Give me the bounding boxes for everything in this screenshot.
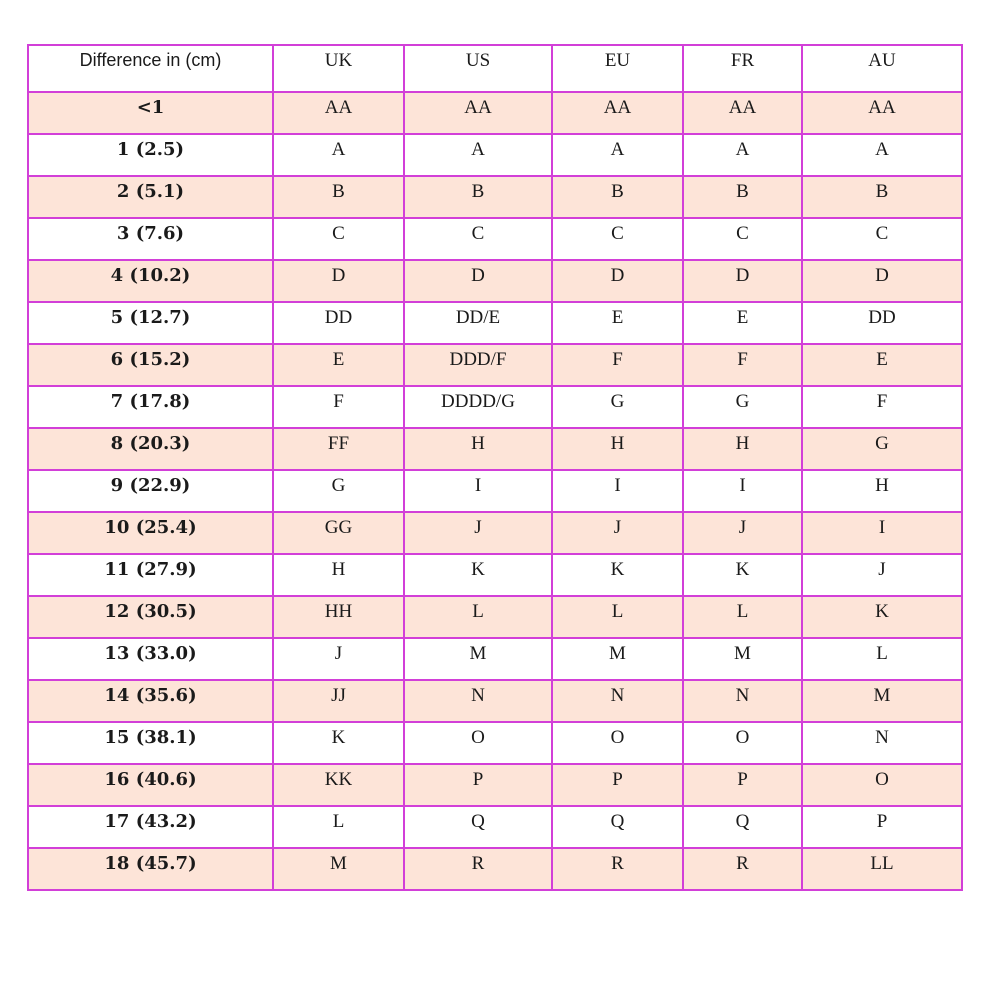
table-row (28, 554, 962, 596)
cell-eu: D (552, 260, 683, 302)
cell-eu: N (552, 680, 683, 722)
cell-au: D (802, 260, 962, 302)
cell-fr: A (683, 134, 802, 176)
cell-fr: N (683, 680, 802, 722)
cell-us: P (404, 764, 552, 806)
cell-us: L (404, 596, 552, 638)
cell-us: I (404, 470, 552, 512)
cell-difference: 1 (2.5) (28, 134, 273, 176)
cell-difference: 6 (15.2) (28, 344, 273, 386)
table-row (28, 176, 962, 218)
cell-difference: 16 (40.6) (28, 764, 273, 806)
cell-difference: 2 (5.1) (28, 176, 273, 218)
cell-au: DD (802, 302, 962, 344)
cell-us: K (404, 554, 552, 596)
cell-eu: M (552, 638, 683, 680)
cell-us: R (404, 848, 552, 890)
cell-fr: L (683, 596, 802, 638)
cell-eu: Q (552, 806, 683, 848)
cell-au: B (802, 176, 962, 218)
cell-uk: E (273, 344, 404, 386)
cell-uk: A (273, 134, 404, 176)
cell-au: J (802, 554, 962, 596)
cell-uk: GG (273, 512, 404, 554)
table-row (28, 428, 962, 470)
table-row (28, 722, 962, 764)
cell-fr: AA (683, 92, 802, 134)
cell-fr: P (683, 764, 802, 806)
cell-us: M (404, 638, 552, 680)
cell-us: C (404, 218, 552, 260)
cell-eu: L (552, 596, 683, 638)
cell-us: Q (404, 806, 552, 848)
cell-us: O (404, 722, 552, 764)
cell-eu: O (552, 722, 683, 764)
cell-fr: C (683, 218, 802, 260)
table-body (28, 92, 962, 890)
cell-au: H (802, 470, 962, 512)
cell-difference: <1 (28, 92, 273, 134)
cell-uk: G (273, 470, 404, 512)
table-row (28, 92, 962, 134)
bra-size-conversion-table (27, 44, 963, 891)
cell-fr: K (683, 554, 802, 596)
table-row (28, 134, 962, 176)
cell-difference: 10 (25.4) (28, 512, 273, 554)
table-row (28, 848, 962, 890)
cell-eu: A (552, 134, 683, 176)
cell-uk: FF (273, 428, 404, 470)
table-row (28, 218, 962, 260)
cell-us: DD/E (404, 302, 552, 344)
cell-au: G (802, 428, 962, 470)
cell-uk: F (273, 386, 404, 428)
cell-uk: H (273, 554, 404, 596)
cell-fr: H (683, 428, 802, 470)
cell-fr: F (683, 344, 802, 386)
table-row (28, 512, 962, 554)
cell-au: E (802, 344, 962, 386)
table-row (28, 302, 962, 344)
cell-au: M (802, 680, 962, 722)
cell-us: DDD/F (404, 344, 552, 386)
table-row (28, 260, 962, 302)
cell-us: J (404, 512, 552, 554)
table-row (28, 470, 962, 512)
cell-difference: 3 (7.6) (28, 218, 273, 260)
cell-fr: I (683, 470, 802, 512)
cell-fr: B (683, 176, 802, 218)
table-row (28, 386, 962, 428)
cell-us: H (404, 428, 552, 470)
cell-au: LL (802, 848, 962, 890)
table-row (28, 764, 962, 806)
cell-uk: D (273, 260, 404, 302)
cell-fr: R (683, 848, 802, 890)
table-row (28, 806, 962, 848)
cell-au: K (802, 596, 962, 638)
table-row (28, 680, 962, 722)
table-row (28, 638, 962, 680)
cell-uk: J (273, 638, 404, 680)
cell-eu: J (552, 512, 683, 554)
cell-fr: M (683, 638, 802, 680)
header-au: AU (802, 45, 962, 92)
cell-uk: KK (273, 764, 404, 806)
cell-difference: 15 (38.1) (28, 722, 273, 764)
cell-difference: 8 (20.3) (28, 428, 273, 470)
cell-difference: 14 (35.6) (28, 680, 273, 722)
header-fr: FR (683, 45, 802, 92)
cell-eu: B (552, 176, 683, 218)
cell-au: L (802, 638, 962, 680)
cell-difference: 12 (30.5) (28, 596, 273, 638)
cell-fr: O (683, 722, 802, 764)
table-row (28, 596, 962, 638)
cell-uk: DD (273, 302, 404, 344)
cell-fr: E (683, 302, 802, 344)
cell-us: B (404, 176, 552, 218)
cell-au: O (802, 764, 962, 806)
cell-au: C (802, 218, 962, 260)
cell-us: DDDD/G (404, 386, 552, 428)
cell-uk: M (273, 848, 404, 890)
cell-difference: 5 (12.7) (28, 302, 273, 344)
cell-eu: I (552, 470, 683, 512)
cell-fr: D (683, 260, 802, 302)
cell-fr: J (683, 512, 802, 554)
cell-us: N (404, 680, 552, 722)
cell-fr: G (683, 386, 802, 428)
cell-uk: K (273, 722, 404, 764)
cell-uk: C (273, 218, 404, 260)
cell-eu: AA (552, 92, 683, 134)
cell-eu: H (552, 428, 683, 470)
cell-fr: Q (683, 806, 802, 848)
header-us: US (404, 45, 552, 92)
table-row (28, 344, 962, 386)
cell-eu: G (552, 386, 683, 428)
header-uk: UK (273, 45, 404, 92)
cell-uk: HH (273, 596, 404, 638)
cell-difference: 13 (33.0) (28, 638, 273, 680)
cell-au: A (802, 134, 962, 176)
cell-au: F (802, 386, 962, 428)
cell-uk: B (273, 176, 404, 218)
cell-difference: 11 (27.9) (28, 554, 273, 596)
cell-difference: 18 (45.7) (28, 848, 273, 890)
cell-au: I (802, 512, 962, 554)
cell-us: AA (404, 92, 552, 134)
cell-difference: 17 (43.2) (28, 806, 273, 848)
cell-au: P (802, 806, 962, 848)
cell-difference: 7 (17.8) (28, 386, 273, 428)
cell-eu: E (552, 302, 683, 344)
cell-eu: C (552, 218, 683, 260)
header-difference-cm: Difference in (cm) (28, 45, 273, 92)
cell-eu: F (552, 344, 683, 386)
header-eu: EU (552, 45, 683, 92)
cell-au: AA (802, 92, 962, 134)
cell-uk: JJ (273, 680, 404, 722)
cell-eu: P (552, 764, 683, 806)
table-header-row (28, 45, 962, 92)
cell-difference: 4 (10.2) (28, 260, 273, 302)
cell-au: N (802, 722, 962, 764)
cell-uk: AA (273, 92, 404, 134)
cell-us: A (404, 134, 552, 176)
cell-eu: K (552, 554, 683, 596)
cell-us: D (404, 260, 552, 302)
cell-uk: L (273, 806, 404, 848)
cell-eu: R (552, 848, 683, 890)
cell-difference: 9 (22.9) (28, 470, 273, 512)
